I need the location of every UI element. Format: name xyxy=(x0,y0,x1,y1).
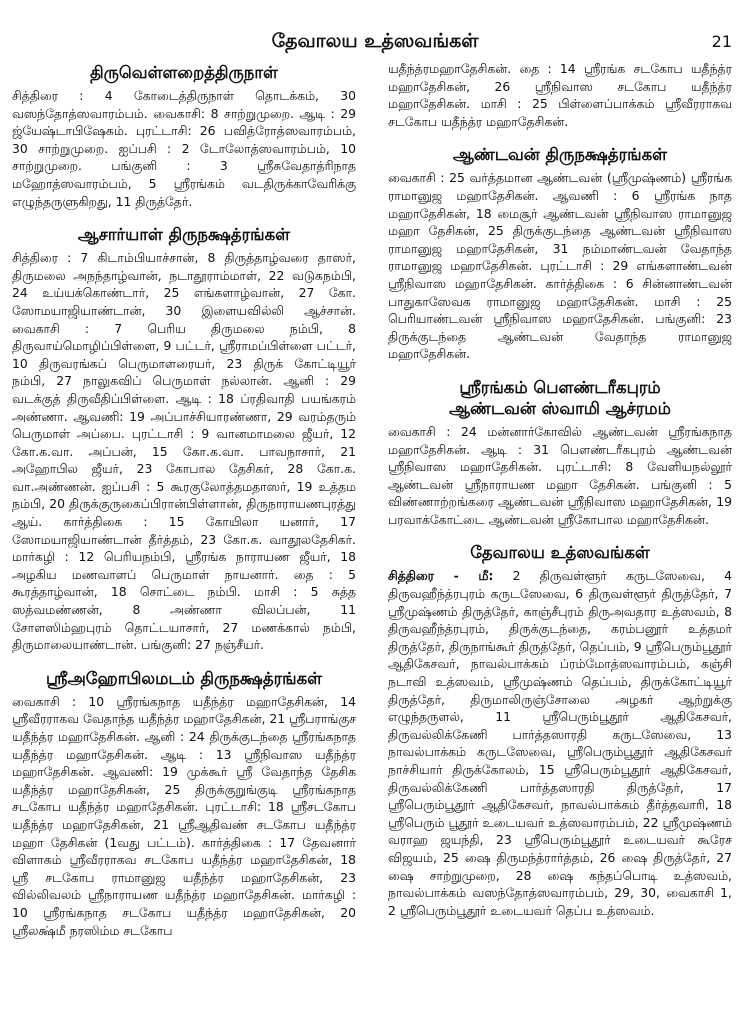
right-column xyxy=(388,60,732,919)
festival-list-text: 2 திருவள்ளூர் கருடஸேவை, 4 திருவஹீந்த்ரபுரம் கருடஸேவை, 6 திருவள்ளூர் திருத்தேர், 7 ஸ்ரீமுஷ்ணம் திருத்தேர், காஞ்சீபுரம் திருஅவதார உத்ஸவம், 8 திருவஹீந்த்ரபுரம், திருக்குடந்தை, கரம்பனூர் உத்தமர் திருத்தேர், திருநாங்கூர் திருத்தேர், தெப்பம், 9 ஸ்ரீபெரும்பூதூர் ஆதிகேசவர், நாவல்பாக்கம் ப்ரம்மோத்ஸவாரம்பம், கஞ்சி நடாவி உத்ஸவம், ஸ்ரீமுஷ்ணம் தெப்பம், திருக்கோட்டியூர் திருத்தேர், திருமாலிருஞ்சோலை அழகர் ஆற்றுக்கு எழுந்தருளல், 11 ஸ்ரீபெரும்பூதூர் ஆதிகேசவர், திருவல்லிக்கேணி பார்த்தஸாரதி கருடஸேவை, 13 நாவல்பாக்கம் கருடஸேவை, ஸ்ரீபெரும்பூதூர் ஆதிகேசவர் நாச்சியார் திருக்கோலம், 15 ஸ்ரீபெரும்பூதூர் ஆதிகேசவர், திருவல்லிக்கேணி பார்த்தஸாரதி திருத்தேர், 17 ஸ்ரீபெரும்பூதூர் ஆதிகேசவர், நாவல்பாக்கம் தீர்த்தவாரி, 18 ஸ்ரீபெரும் பூதூர் உடையவர் உத்ஸவாரம்பம், 22 ஸ்ரீமுஷ்ணம் வராஹ ஜயந்தி, 23 ஸ்ரீபெரும்பூதூர் உடையவர் கூரேச விஜயம், 25 ஷை திருமந்த்ரார்த்தம், 26 ஷை திருத்தேர், 27 ஷை சாற்றுமுறை, 28 ஷை கந்தப்பொடி உத்ஸவம், நாவல்பாக்கம் வஸந்தோத்ஸவாரம்பம், 29, 30, வைகாசி 1, 2 ஸ்ரீபெரும்பூதூர் உடையவர் தெப்ப உத்ஸவம். xyxy=(388,568,732,918)
section-title-andavan: ஆண்டவன் திருநக்ஷத்ரங்கள் xyxy=(452,145,668,165)
section-body-poundarikapuram: வைகாசி : 24 மன்னார்கோவில் ஆண்டவன் ஸ்ரீரங்கநாத மஹாதேசிகன். ஆடி : 31 பௌண்டரீகபுரம் ஆண்டவன் ஸ்ரீநிவாஸ மஹாதேசிகன். புரட்டாசி: 8 வேளியநல்லூர் ஆண்டவன் ஸ்ரீநாராயண மஹா தேசிகன். பங்குனி : 5 விண்ணாற்றங்கரை ஆண்டவன் ஸ்ரீநிவாஸ மஹாதேசிகன், 19 பரவாக்கோட்டை ஆண்டவன் ஸ்ரீகோபால மஹாதேசிகன். xyxy=(388,423,732,527)
page-header xyxy=(0,30,750,56)
page-number: 21 xyxy=(711,32,732,51)
section-title-line-2: ஆண்டவன் ஸ்வாமி ஆச்ரமம் xyxy=(449,398,671,418)
section-body-andavan: வைகாசி : 25 வர்த்தமான ஆண்டவன் (ஸ்ரீமுஷ்ணம்) ஸ்ரீரங்க ராமானுஜ மஹாதேசிகன். ஆவணி : 6 ஸ்ரீரங்க நாத மஹாதேசிகன், 18 மைசூர் ஆண்டவன் ஸ்ரீநிவாஸ ராமானுஜ மஹா தேசிகன், 25 திருக்குடந்தை ஆண்டவன் ஸ்ரீநிவாஸ ராமானுஜ மஹாதேசிகன், 31 நம்மாண்டவன் வேதாந்த ராமானுஜ மஹாதேசிகன். புரட்டாசி : 29 எங்களாண்டவன் ஸ்ரீநிவாஸ மஹாதேசிகன். கார்த்திகை : 6 சின்னாண்டவன் பாதுகாஸேவக ராமானுஜ மஹாதேசிகன். மாசி : 25 பெரியாண்டவன் ஸ்ரீநிவாஸ மஹாதேசிகன். பங்குனி: 23 திருக்குடந்தை ஆண்டவன் வேதாந்த ராமானுஜ மஹாதேசிகன். xyxy=(388,170,732,362)
section-body-thiruvellarai: சித்திரை : 4 கோடைத்திருநாள் தொடக்கம், 30 வஸந்தோத்ஸவாரம்பம். வைகாசி: 8 சாற்றுமுறை. ஆடி : 29 ஜ்யேஷ்டாபிஷேகம். புரட்டாசி: 26 பவித்ரோத்ஸவாரம்பம், 30 சாற்றுமுறை. ஐப்பசி : 2 டோலோத்ஸவாரம்பம், 10 சாற்றுமுறை. பங்குனி : 3 ஸ்ரீசுவேதாத்ரிநாத மஹோத்ஸவாரம்பம், 5 ஸ்ரீரங்கம் வடதிருக்காவேரிக்கு எழுந்தருளுகிறது, 11 திருத்தேர். xyxy=(12,88,356,209)
left-column xyxy=(12,60,356,939)
section-title-temple-festivals: தேவாலய உத்ஸவங்கள் xyxy=(470,543,650,563)
page-title: தேவாலய உத்ஸவங்கள் xyxy=(271,30,479,52)
section-title-acharyas: ஆசார்யாள் திருநக்ஷத்ரங்கள் xyxy=(77,225,291,245)
section-title-ahobila-matam: ஸ்ரீஅஹோபிலமடம் திருநக்ஷத்ரங்கள் xyxy=(45,668,323,688)
section-body-ahobila-matam-continued: யதீந்த்ரமஹாதேசிகன். தை : 14 ஸ்ரீரங்க சடகோப யதீந்த்ர மஹாதேசிகன், 26 ஸ்ரீநிவாஸ சடகோப யதீந்த்ர மஹாதேசிகன். மாசி : 25 பிள்ளைப்பாக்கம் ஸ்ரீவீரராகவ சடகோப யதீந்த்ர மஹாதேசிகன். xyxy=(388,61,732,129)
section-title-line-1: ஸ்ரீரங்கம் பௌண்டரீகபுரம் xyxy=(459,377,661,397)
section-title-poundarikapuram xyxy=(388,377,732,419)
section-body-ahobila-matam: வைகாசி : 10 ஸ்ரீரங்கநாத யதீந்த்ர மஹாதேசிகன், 14 ஸ்ரீவீரராகவ வேதாந்த யதீந்த்ர மஹாதேசிகன், 21 ஸ்ரீபராங்குச யதீந்த்ர மஹாதேசிகன். ஆனி : 24 திருக்குடந்தை ஸ்ரீரங்கநாத யதீந்த்ர மஹாதேசிகன். ஆடி : 13 ஸ்ரீநிவாஸ யதீந்த்ர மஹாதேசிகன். ஆவணி: 19 முக்கூர் ஸ்ரீ வேதாந்த தேசிக யதீந்த்ர மஹாதேசிகன், 25 திருக்குறுங்குடி ஸ்ரீரங்கநாத சடகோப யதீந்த்ர மஹாதேசிகன். புரட்டாசி: 18 ஸ்ரீசடகோப யதீந்த்ர மஹாதேசிகன், 21 ஸ்ரீஆதிவண் சடகோப யதீந்த்ர மஹா தேசிகன் (1வது பட்டம்). கார்த்திகை : 17 தேவனார் விளாகம் ஸ்ரீவீரராகவ சடகோப யதீந்த்ர மஹாதேசிகன், 18 ஸ்ரீ சடகோப ராமானுஜ யதீந்த்ர மஹாதேசிகன், 23 வில்லிவலம் ஸ்ரீநாராயண யதீந்த்ர மஹாதேசிகன். மார்கழி : 10 ஸ்ரீரங்கநாத சடகோப யதீந்த்ர மஹாதேசிகன், 20 ஸ்ரீலக்ஷ்மீ நரஸிம்ம சடகோப xyxy=(12,693,356,938)
month-lead-label: சித்திரை - மீ: xyxy=(388,568,494,584)
section-body-acharyas: சித்திரை : 7 கிடாம்பியாச்சான், 8 திருத்தாழ்வரை தாஸர், திருமலை அநந்தாழ்வான், நடாதூராம்மாள், 22 வடுகநம்பி, 24 உய்யக்கொண்டார், 25 எங்களாழ்வான், 27 கோ. ஸோமயாஜியாண்டான், 30 இளையவில்லி ஆச்சான். வைகாசி : 7 பெரிய திருமலை நம்பி, 8 திருவாய்மொழிப்பிள்ளை, 9 பட்டர், ஸ்ரீராமப்பிள்ளை பட்டர், 10 திருவரங்கப் பெருமாளரையர், 23 திருக் கோட்டியூர் நம்பி, 27 நாலுகவிப் பெருமாள் நல்லான். ஆனி : 29 வடக்குத் திருவீதிப்பிள்ளை. ஆடி : 18 ப்ரதிவாதி பயங்கரம் அண்ணா. ஆவணி: 19 அப்பாச்சியாரண்ணா, 29 வரம்தரும் பெருமாள் அப்பை. புரட்டாசி : 9 வானமாமலை ஜீயர், 12 கோ.க.வா. அப்பன், 15 கோ.க.வா. பாவநாசார், 21 அஹோபில ஜீயர், 23 கோபால தேசிகர், 28 கோ.க. வா.அண்ணன். ஐப்பசி : 5 கூரகுலோத்தமதாஸர், 19 உத்தம நம்பி, 20 திருக்குருகைப்பிரான்பிள்ளான், திருநாராயணபுரத்து ஆய். கார்த்திகை : 15 கோயிலா யனார், 17 ஸோமயாஜியாண்டான் தீர்த்தம், 23 கோ.க. வாதூலதேசிகர். மார்கழி : 12 பெரியநம்பி, ஸ்ரீரங்க நாராயண ஜீயர், 18 அழகிய மணவாளப் பெருமாள் நாயனார். தை : 5 கூரத்தாழ்வான், 18 சொட்டை நம்பி. மாசி : 5 சுத்த ஸத்வமண்ணன், 8 அண்ணா விலப்பன், 11 சோளஸிம்ஹபுரம் தொட்டயாசார், 27 மணக்கால் நம்பி, திருமாலையாண்டான். பங்குனி: 27 நஞ்சீயர். xyxy=(12,250,356,653)
section-title-thiruvellarai: திருவெள்ளறைத்திருநாள் xyxy=(90,63,278,82)
section-body-temple-festivals xyxy=(388,567,732,919)
